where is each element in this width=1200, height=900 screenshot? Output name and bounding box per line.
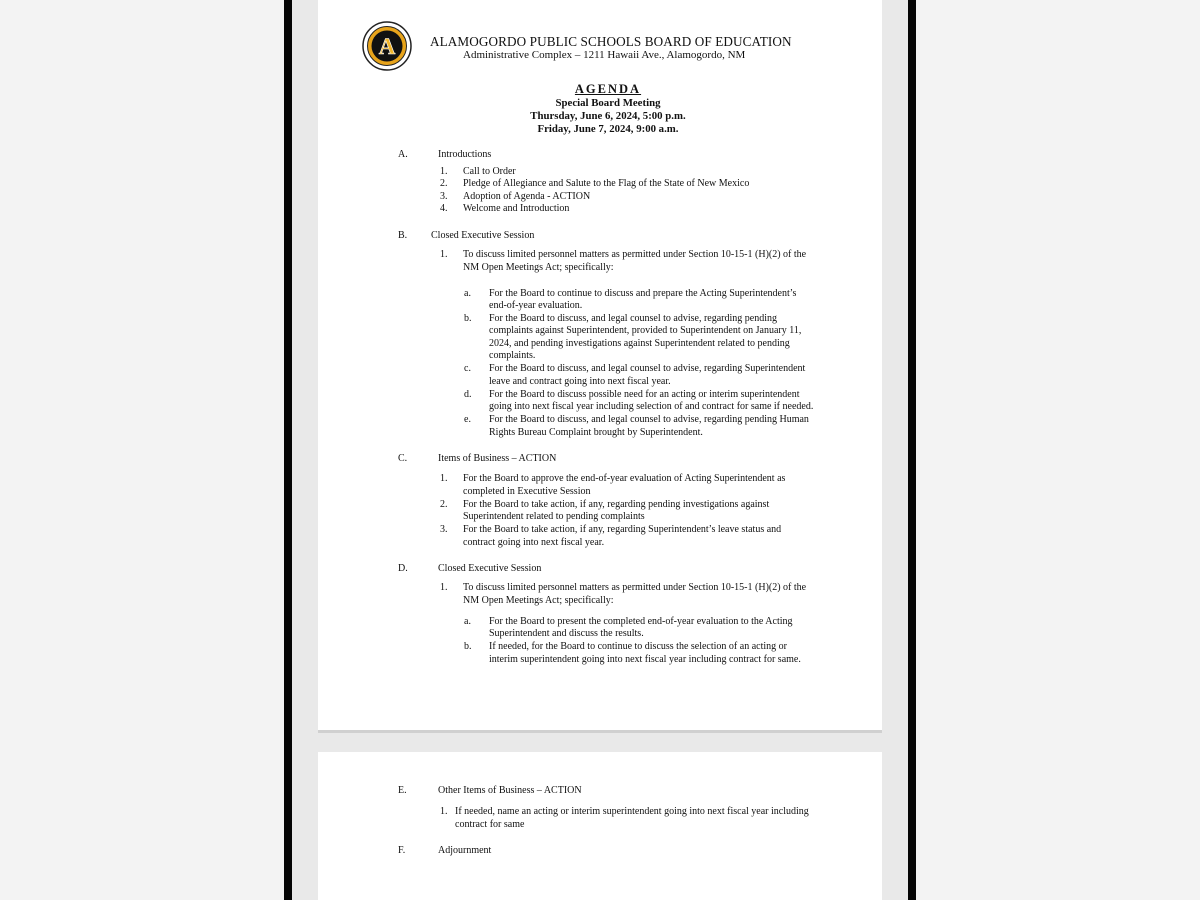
list-item-number: 1.	[440, 249, 448, 260]
section-title-items-of-business: Items of Business – ACTION	[438, 453, 557, 464]
sub-item-line: going into next fiscal year including selection of and contract for same if needed.	[489, 401, 814, 412]
list-item: Call to Order	[463, 166, 516, 177]
sub-item-letter: a.	[464, 288, 471, 299]
list-item-number: 1.	[440, 582, 448, 593]
section-title-other-items: Other Items of Business – ACTION	[438, 785, 582, 796]
meeting-type: Special Board Meeting	[555, 97, 661, 109]
section-letter: A.	[398, 149, 408, 160]
school-seal-logo	[362, 21, 412, 71]
section-letter: E.	[398, 785, 407, 796]
list-item-number: 1.	[440, 473, 448, 484]
list-item-line: To discuss limited personnel matters as permitted under Section 10-15-1 (H)(2) of the	[463, 582, 807, 593]
list-item: Adoption of Agenda - ACTION	[463, 191, 591, 202]
svg-text:A: A	[378, 34, 396, 59]
document-page-2	[318, 752, 882, 900]
sub-item-line: For the Board to discuss, and legal counsel to advise, regarding pending Human	[489, 414, 809, 425]
list-item-number: 1.	[440, 166, 448, 177]
section-title-closed-session: Closed Executive Session	[431, 230, 535, 241]
organization-name: ALAMOGORDO PUBLIC SCHOOLS BOARD OF EDUCATION	[430, 34, 792, 49]
meeting-date-1: Thursday, June 6, 2024, 5:00 p.m.	[530, 110, 686, 122]
list-item-number: 3.	[440, 524, 448, 535]
list-item-number: 2.	[440, 499, 448, 510]
sub-item-line: For the Board to discuss, and legal counsel to advise, regarding Superintendent	[489, 363, 806, 374]
sub-item-line: Superintendent and discuss the results.	[489, 628, 644, 639]
list-item: Pledge of Allegiance and Salute to the Flag of the State of New Mexico	[463, 178, 750, 189]
section-letter: C.	[398, 453, 408, 464]
sub-item-letter: c.	[464, 363, 471, 374]
list-item-line: To discuss limited personnel matters as permitted under Section 10-15-1 (H)(2) of the	[463, 249, 807, 260]
sub-item-line: 2024, and pending investigations against Superintendent related to pending	[489, 338, 790, 349]
list-item-line: For the Board to approve the end-of-year evaluation of Acting Superintendent as	[463, 473, 786, 484]
section-title-introductions: Introductions	[438, 149, 492, 160]
sub-item-letter: d.	[464, 389, 472, 400]
sub-item-line: end-of-year evaluation.	[489, 300, 583, 311]
sub-item-line: For the Board to continue to discuss and prepare the Acting Superintendent’s	[489, 288, 797, 299]
sub-item-line: leave and contract going into next fiscal year.	[489, 376, 671, 387]
list-item-line: contract going into next fiscal year.	[463, 537, 605, 548]
list-item-line: For the Board to take action, if any, regarding pending investigations against	[463, 499, 770, 510]
meeting-date-2: Friday, June 7, 2024, 9:00 a.m.	[537, 123, 679, 135]
agenda-title: AGENDA	[574, 82, 642, 96]
sub-item-line: For the Board to discuss, and legal counsel to advise, regarding pending	[489, 313, 777, 324]
section-letter: F.	[398, 845, 406, 856]
document-page-1	[318, 0, 882, 730]
section-title-adjournment: Adjournment	[438, 845, 492, 856]
sub-item-letter: b.	[464, 313, 472, 324]
organization-address: Administrative Complex – 1211 Hawaii Ave., Alamogordo, NM	[463, 49, 746, 61]
list-item-number: 3.	[440, 191, 448, 202]
list-item-line: Superintendent related to pending complaints	[463, 511, 645, 522]
section-title-closed-session-2: Closed Executive Session	[438, 563, 542, 574]
sub-item-line: For the Board to discuss possible need for an acting or interim superintendent	[489, 389, 800, 400]
list-item-line: NM Open Meetings Act; specifically:	[463, 595, 614, 606]
list-item-line: contract for same	[455, 819, 525, 830]
sub-item-letter: a.	[464, 616, 471, 627]
list-item-line: completed in Executive Session	[463, 486, 591, 497]
sub-item-line: Rights Bureau Complaint brought by Superintendent.	[489, 427, 703, 438]
sub-item-line: If needed, for the Board to continue to discuss the selection of an acting or	[489, 641, 787, 652]
section-letter: B.	[398, 230, 408, 241]
sub-item-line: complaints against Superintendent, provided to Superintendent on January 11,	[489, 325, 802, 336]
sub-item-line: interim superintendent going into next fiscal year including contract for same.	[489, 654, 801, 665]
sub-item-letter: b.	[464, 641, 472, 652]
list-item-number: 1.	[440, 806, 448, 817]
list-item: Welcome and Introduction	[463, 203, 570, 214]
section-letter: D.	[398, 563, 408, 574]
page-divider	[318, 730, 882, 733]
list-item-line: If needed, name an acting or interim superintendent going into next fiscal year including	[455, 806, 809, 817]
sub-item-letter: e.	[464, 414, 471, 425]
list-item-line: NM Open Meetings Act; specifically:	[463, 262, 614, 273]
sub-item-line: complaints.	[489, 350, 536, 361]
list-item-number: 4.	[440, 203, 448, 214]
sub-item-line: For the Board to present the completed end-of-year evaluation to the Acting	[489, 616, 793, 627]
list-item-line: For the Board to take action, if any, regarding Superintendent’s leave status and	[463, 524, 782, 535]
list-item-number: 2.	[440, 178, 448, 189]
